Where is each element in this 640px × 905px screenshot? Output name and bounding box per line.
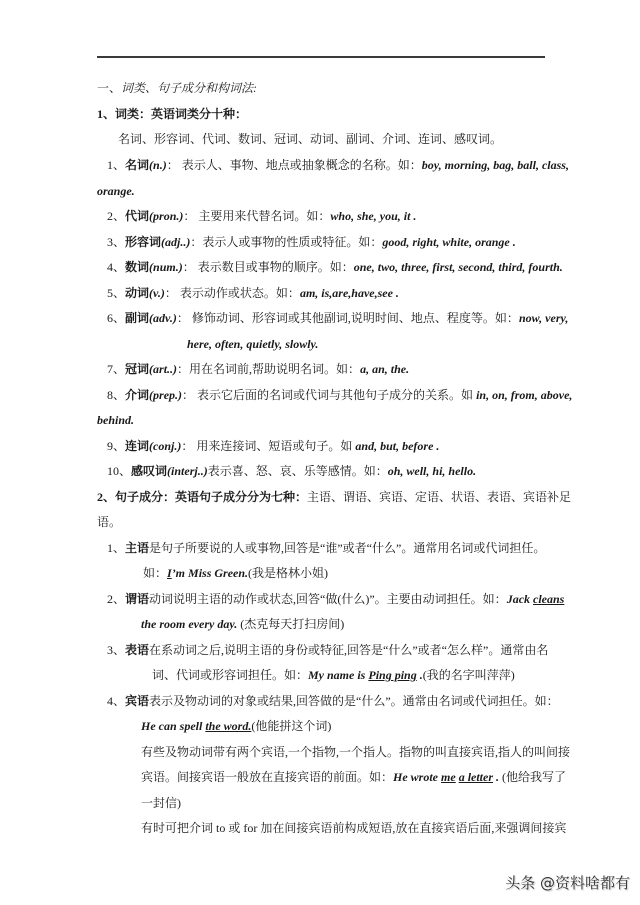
word-class-list: 名词、形容词、代词、数词、冠词、动词、副词、介词、连词、感叹词。 [118, 132, 503, 146]
predicative-example: 词、代词或形容词担任。如：My name is Ping ping .(我的名字叫萍萍) [152, 668, 515, 682]
object-def: 4、宾语表示及物动词的对象或结果,回答做的是“什么”。通常由名词或代词担任。如： [107, 694, 559, 708]
item-numeral: 4、数词(num.)： 表示数目或事物的顺序。如：one, two, three, first, second, third, fourth. [107, 260, 563, 274]
item-adverb: 6、副词(adv.)： 修饰动词、形容词或其他副词,说明时间、地点、程度等。如：now, very, [107, 311, 569, 325]
item-noun-cont: orange. [97, 184, 135, 198]
item-preposition-cont: behind. [97, 413, 135, 427]
chapter-heading [97, 80, 257, 96]
predicate-def: 2、谓语动词说明主语的动作或状态,回答“做(什么)”。主要由动词担任。如：Jack cleans [107, 592, 565, 606]
object-para-3: 一封信) [141, 796, 181, 810]
item-adjective: 3、形容词(adj..)：表示人或事物的性质或特征。如：good, right, white, orange . [107, 235, 516, 249]
heading-number: 一、 [97, 81, 122, 95]
item-preposition: 8、介词(prep.)： 表示它后面的名词或代词与其他句子成分的关系。如 in, on, from, above, [107, 388, 573, 402]
item-noun: 1、名词(n.)： 表示人、事物、地点或抽象概念的名称。如：boy, morning, bag, ball, class, [107, 158, 569, 172]
heading-title: 词类、句子成分和构词法: [121, 81, 258, 95]
watermark: 头条 @资料啥都有 [505, 874, 630, 892]
predicate-example: the room every day. (杰克每天打扫房间) [141, 617, 345, 631]
item-pronoun: 2、代词(pron.)： 主要用来代替名词。如：who, she, you, it . [107, 209, 417, 223]
item-article: 7、冠词(art..)：用在名词前,帮助说明名词。如：a, an, the. [107, 362, 410, 376]
object-para-1: 有些及物动词带有两个宾语,一个指物,一个指人。指物的叫直接宾语,指人的叫间接 [141, 745, 571, 759]
object-example: He can spell the word.(他能拼这个词) [141, 719, 332, 733]
object-para-4: 有时可把介词 to 或 for 加在间接宾语前构成短语,放在直接宾语后面,来强调间接宾 [141, 821, 567, 835]
item-verb: 5、动词(v.)： 表示动作或状态。如：am, is,are,have,see . [107, 286, 399, 300]
item-conjunction: 9、连词(conj.)： 用来连接词、短语或句子。如 and, but, before . [107, 439, 440, 453]
section-1-label: 1、词类：英语词类分十种： [97, 107, 248, 121]
subject-example: 如：I’m Miss Green.(我是格林小姐) [143, 566, 329, 580]
subject-def: 1、主语是句子所要说的人或事物,回答是“谁”或者“什么”。通常用名词或代词担任。 [107, 541, 546, 555]
predicative-def: 3、表语在系动词之后,说明主语的身份或特征,回答是“什么”或者“怎么样”。通常由名 [107, 643, 549, 657]
item-adverb-cont: here, often, quietly, slowly. [187, 337, 319, 351]
section-2-label-cont: 语。 [97, 515, 122, 529]
header-rule [97, 56, 545, 58]
object-para-2: 宾语。间接宾语一般放在直接宾语的前面。如：He wrote me a letter . (他给我写了 [141, 770, 567, 784]
section-2-label: 2、句子成分：英语句子成分分为七种：主语、谓语、宾语、定语、状语、表语、宾语补足 [97, 490, 572, 504]
item-interjection: 10、感叹词(interj..)表示喜、怒、哀、乐等感情。如：oh, well, hi, hello. [107, 464, 477, 478]
